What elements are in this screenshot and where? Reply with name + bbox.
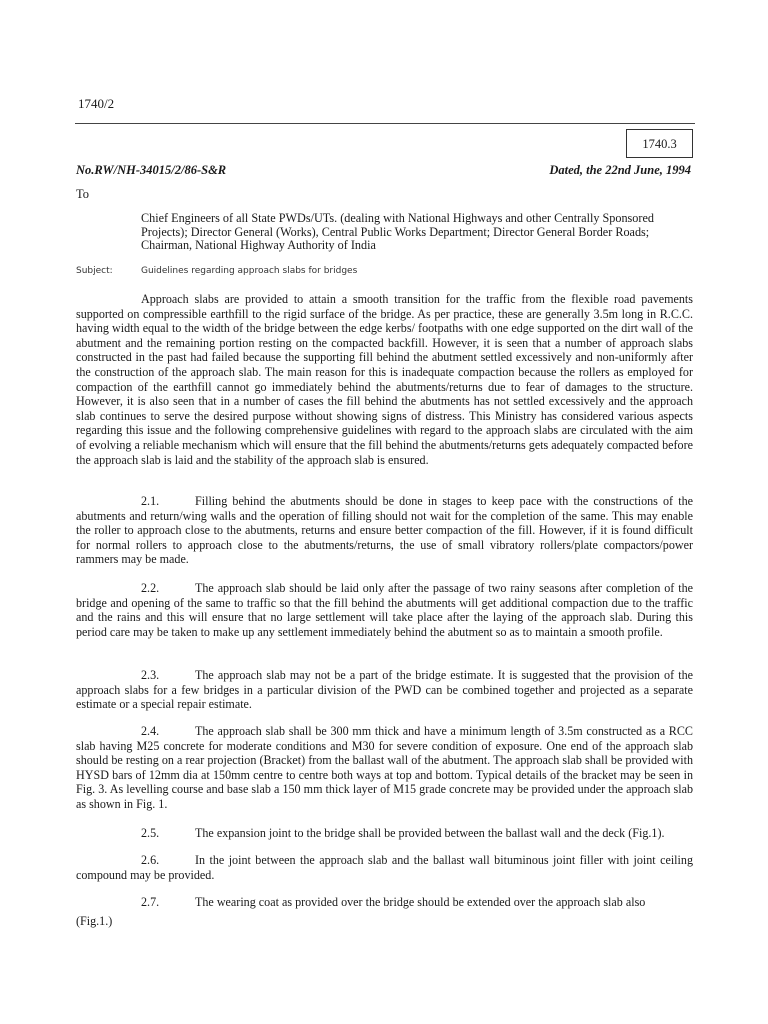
letter-reference-number: No.RW/NH-34015/2/86-S&R <box>76 163 227 177</box>
paragraph-text: The approach slab may not be a part of the bridge estimate. It is suggested that the provision of the approach slabs for a few bridges in a particular division of the PWD can be combined together and projected as a separate estimate or a special repair estimate. <box>76 668 693 712</box>
paragraph-2-4 <box>76 724 693 812</box>
figure-reference: (Fig.1.) <box>76 913 113 928</box>
paragraph-text: The wearing coat as provided over the bridge should be extended over the approach slab also <box>195 895 646 909</box>
addressee-block: Chief Engineers of all State PWDs/UTs. (dealing with National Highways and other Centrally Sponsored Projects); Director General (Works), Central Public Works Department; Director General Border Roads; Chairman, National Highway Authority of India <box>141 211 654 253</box>
header-rule <box>75 123 695 124</box>
paragraph-text: In the joint between the approach slab and the ballast wall bituminous joint filler with joint ceiling compound may be provided. <box>76 853 693 882</box>
paragraph-number: 2.6. <box>141 853 160 867</box>
paragraph-number: 2.2. <box>141 581 160 595</box>
letter-date: Dated, the 22nd June, 1994 <box>549 163 691 177</box>
subject-text: Guidelines regarding approach slabs for bridges <box>141 266 358 276</box>
paragraph-text: The expansion joint to the bridge shall be provided between the ballast wall and the deck (Fig.1). <box>195 826 665 840</box>
paragraph-number: 2.4. <box>141 724 160 738</box>
paragraph-number: 2.7. <box>141 895 160 909</box>
paragraph-text: The approach slab should be laid only after the passage of two rainy seasons after completion of the bridge and opening of the same to traffic so that the fill behind the abutments will get additional compaction due to the traffic and the rains and this will ensure that no large settlement will take place after the laying of the approach slab. During this period care may be taken to make up any settlement immediately behind the abutment so as to maintain a smooth profile. <box>76 581 693 639</box>
page-number: 1740/2 <box>78 96 115 111</box>
reference-box: 1740.3 <box>626 129 693 158</box>
paragraph-number: 2.5. <box>141 826 160 840</box>
paragraph-2-2 <box>76 581 693 639</box>
paragraph-2-1 <box>76 494 693 567</box>
subject-label: Subject: <box>76 266 113 276</box>
paragraph-text: Filling behind the abutments should be done in stages to keep pace with the constructions of the abutments and return/wing walls and the operation of filling should not wait for the completion of the same. This may enable the roller to approach close to the abutments, returns and ensure better compaction of the fill. However, if it is found difficult for normal rollers to approach close to the abutments/returns, the use of small vibratory rollers/plate compactors/power rammers may be made. <box>76 494 693 567</box>
paragraph-number: 2.1. <box>141 494 160 508</box>
paragraph-2-7 <box>76 895 693 928</box>
paragraph-2-6 <box>76 853 693 882</box>
paragraph-text: The approach slab shall be 300 mm thick and have a minimum length of 3.5m constructed as a RCC slab having M25 concrete for moderate conditions and M30 for severe condition of exposure. One end of the approach slab should be resting on a rear projection (Bracket) from the ballast wall of the abutment. The approach slab shall be provided with HYSD bars of 12mm dia at 150mm centre to centre both ways at top and bottom. Typical details of the bracket may be seen in Fig. 3. As levelling course and base slab a 150 mm thick layer of M15 grade concrete may be provided under the approach slab as shown in Fig. 1. <box>76 724 693 811</box>
intro-paragraph <box>76 292 693 467</box>
paragraph-number: 2.3. <box>141 668 160 682</box>
paragraph-text: Approach slabs are provided to attain a smooth transition for the traffic from the flexible road pavements supported on compressible earthfill to the rigid surface of the bridge. As per practice, these are generally 3.5m long in R.C.C. having width equal to the width of the bridge between the edge kerbs/ footpaths with one edge supported on the dirt wall of the abutment and the remaining portion resting on the compacted backfill. However, it is seen that a number of approach slabs constructed in the past had failed because the supporting fill behind the abutment settled excessively and non-uniformly after the construction of the approach slab. The main reason for this is inadequate compaction because the rollers as employed for compaction of the earthfill cannot go immediately behind the abutments/returns due to fear of damages to the structure. However, it is also seen that in a number of cases the fill behind the abutments has not settled excessively and the approach slab continues to serve the desired purpose without showing signs of distress. This Ministry has considered various aspects regarding this issue and the following comprehensive guidelines with regard to the approach slabs are circulated with the aim of evolving a reliable mechanism which will ensure that the fill behind the abutments/returns gets adequately compacted before the approach slab is laid and the stability of the approach slab is ensured. <box>76 292 693 467</box>
paragraph-2-3 <box>76 668 693 712</box>
to-label: To <box>76 187 90 201</box>
paragraph-2-5 <box>76 826 693 841</box>
